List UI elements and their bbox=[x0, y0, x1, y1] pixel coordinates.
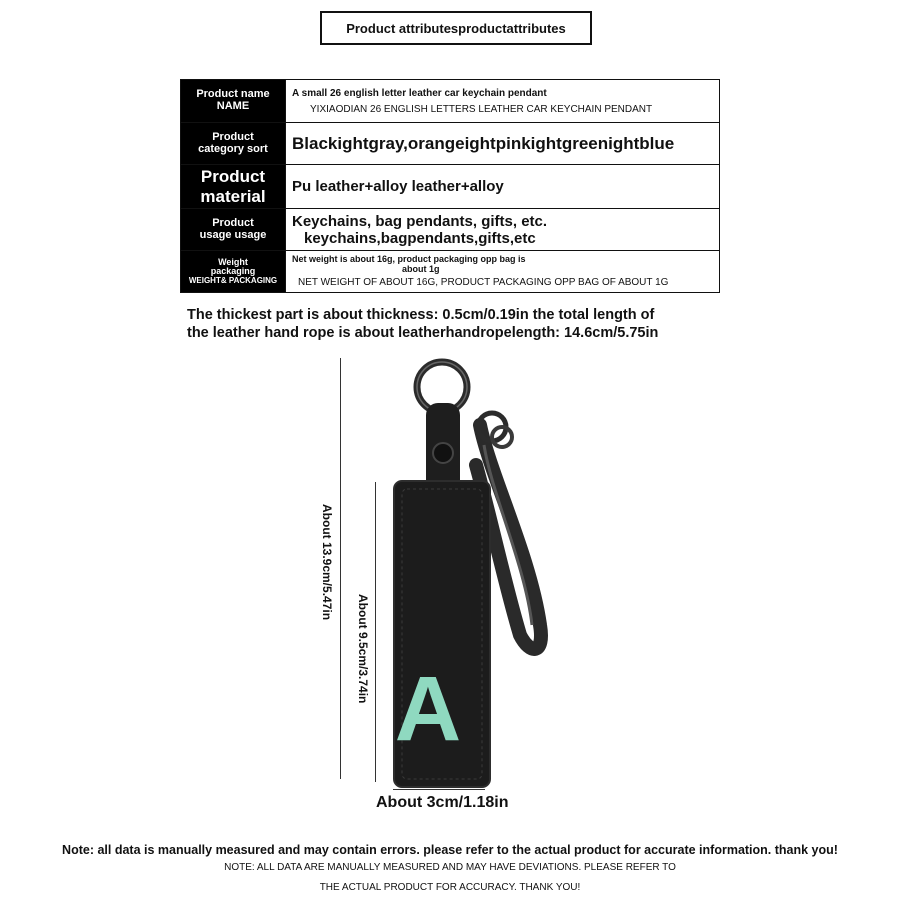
label-cell-category bbox=[181, 123, 286, 165]
value-material: Pu leather+alloy leather+alloy bbox=[292, 178, 504, 195]
label-usage: Product bbox=[212, 216, 254, 229]
attributes-table bbox=[180, 79, 720, 293]
value-weight-line2: about 1g bbox=[402, 264, 440, 274]
total-length-line bbox=[340, 358, 341, 779]
snap-button bbox=[433, 443, 453, 463]
label-cell-material bbox=[181, 165, 286, 209]
table-row-weight bbox=[181, 251, 720, 293]
value-weight-sub: NET WEIGHT OF ABOUT 16G, PRODUCT PACKAGING OPP BAG OF ABOUT 1G bbox=[298, 276, 669, 288]
value-weight: Net weight is about 16g, product packaging opp bag is bbox=[292, 254, 526, 265]
label-name: Product name bbox=[196, 88, 270, 101]
label-cell-name bbox=[181, 80, 286, 123]
label-weight-sub2: WEIGHT& PACKAGING bbox=[188, 275, 278, 285]
value-usage: Keychains, bag pendants, gifts, etc. bbox=[292, 212, 548, 230]
label-usage-sub: usage usage bbox=[199, 228, 267, 241]
attributes-title-box bbox=[320, 11, 592, 45]
value-cell-weight bbox=[286, 251, 720, 293]
label-weight: Weight bbox=[218, 256, 248, 267]
body-length-line bbox=[375, 482, 376, 782]
value-cell-name bbox=[286, 80, 720, 123]
attributes-title: Product attributesproductattributes bbox=[346, 20, 566, 36]
label-weight-sub: packaging bbox=[210, 266, 256, 277]
table-row-category bbox=[181, 123, 720, 165]
label-material: Product bbox=[200, 166, 266, 186]
label-category: Product bbox=[212, 130, 254, 143]
note-main: Note: all data is manually measured and may contain errors. please refer to the actual product for accurate information. thank you! bbox=[62, 843, 838, 857]
letter-a: A bbox=[394, 658, 462, 760]
keychain-image bbox=[380, 355, 580, 795]
label-category-sub: category sort bbox=[198, 142, 268, 155]
value-usage-sub: keychains,bagpendants,gifts,etc bbox=[304, 229, 536, 247]
label-cell-weight bbox=[181, 251, 286, 293]
value-name-sub: YIXIAODIAN 26 ENGLISH LETTERS LEATHER CAR KEYCHAIN PENDANT bbox=[310, 103, 653, 115]
value-cell-usage bbox=[286, 209, 720, 251]
value-cell-material bbox=[286, 165, 720, 209]
table-row-name bbox=[181, 80, 720, 123]
label-name-sub: NAME bbox=[216, 100, 250, 112]
width-label: About 3cm/1.18in bbox=[376, 794, 509, 811]
label-material-sub: material bbox=[200, 186, 266, 206]
value-category: Blackightgray,orangeightpinkightgreenightblue bbox=[292, 133, 675, 153]
note-sub-2: THE ACTUAL PRODUCT FOR ACCURACY. THANK YOU! bbox=[319, 882, 581, 893]
thickness-text bbox=[187, 306, 747, 342]
table-row-usage bbox=[181, 209, 720, 251]
total-length-label: About 13.9cm/5.47in bbox=[320, 504, 334, 621]
value-name: A small 26 english letter leather car keychain pendant bbox=[292, 87, 547, 99]
table-row-material bbox=[181, 165, 720, 209]
label-cell-usage bbox=[181, 209, 286, 251]
body-length-label: About 9.5cm/3.74in bbox=[356, 594, 370, 704]
note-sub-1: NOTE: ALL DATA ARE MANUALLY MEASURED AND MAY HAVE DEVIATIONS. PLEASE REFER TO bbox=[224, 862, 676, 873]
thickness-line-2: the leather hand rope is about leatherhandropelength: 14.6cm/5.75in bbox=[187, 325, 659, 341]
thickness-line-1: The thickest part is about thickness: 0.5cm/0.19in the total length of bbox=[187, 307, 655, 323]
value-cell-category bbox=[286, 123, 720, 165]
